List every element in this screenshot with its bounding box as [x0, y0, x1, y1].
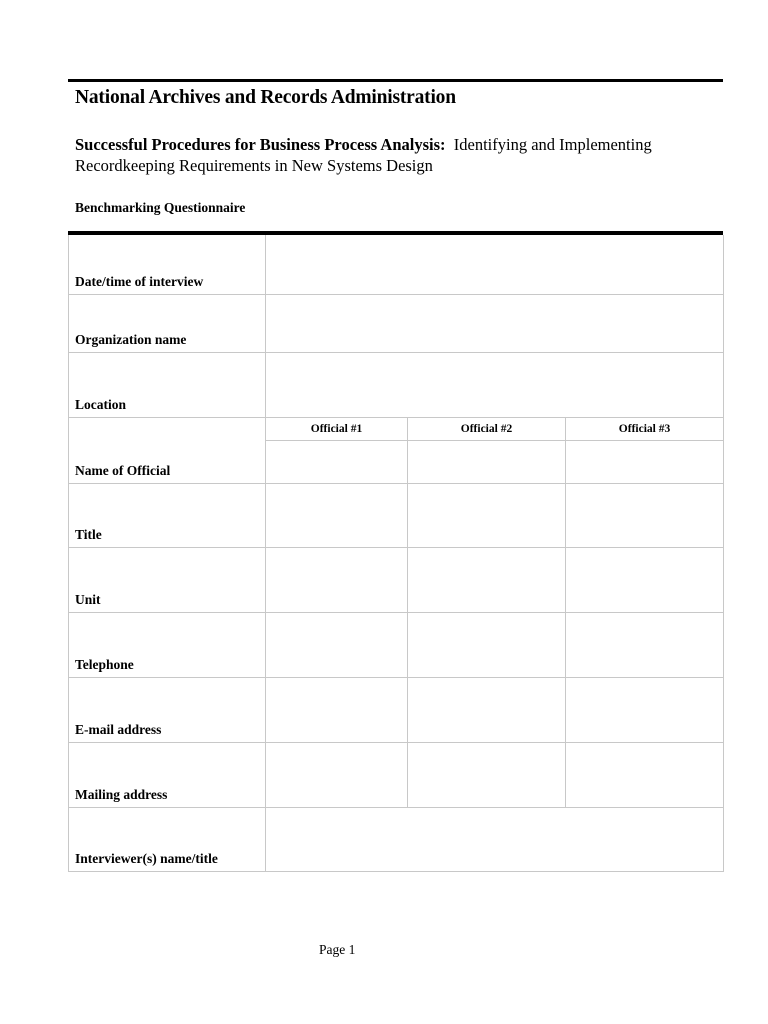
interviewer-label: Interviewer(s) name/title — [75, 850, 218, 866]
row-label-cell — [69, 807, 266, 871]
official-1-email-field[interactable] — [266, 677, 408, 742]
subtitle-bold-text: Successful Procedures for Business Process Analysis: — [75, 135, 446, 154]
form-row-telephone — [69, 612, 724, 677]
row-label-cell — [69, 483, 266, 547]
document-subtitle — [75, 134, 715, 176]
row-label-cell — [69, 294, 266, 352]
official-3-header: Official #3 — [566, 417, 724, 440]
official-2-header: Official #2 — [408, 417, 566, 440]
official-3-title-field[interactable] — [566, 483, 724, 547]
official-1-title-field[interactable] — [266, 483, 408, 547]
official-1-mailing-address-field[interactable] — [266, 742, 408, 807]
official-1-name-field[interactable] — [266, 440, 408, 483]
row-label-cell — [69, 677, 266, 742]
header-top-rule — [68, 79, 723, 82]
official-2-title-field[interactable] — [408, 483, 566, 547]
name-of-official-label: Name of Official — [75, 462, 171, 478]
row-label-cell — [69, 235, 266, 294]
official-2-mailing-address-field[interactable] — [408, 742, 566, 807]
telephone-label: Telephone — [75, 656, 134, 672]
form-row-date-time — [69, 235, 724, 294]
official-2-telephone-field[interactable] — [408, 612, 566, 677]
official-3-unit-field[interactable] — [566, 547, 724, 612]
location-field[interactable] — [266, 352, 724, 417]
official-2-email-field[interactable] — [408, 677, 566, 742]
official-1-unit-field[interactable] — [266, 547, 408, 612]
form-row-unit — [69, 547, 724, 612]
row-label-cell — [69, 352, 266, 417]
official-2-name-field[interactable] — [408, 440, 566, 483]
form-row-organization — [69, 294, 724, 352]
organization-name-label: Organization name — [75, 331, 187, 347]
form-row-title — [69, 483, 724, 547]
title-label: Title — [75, 526, 102, 542]
subtitle-rest-text: Identifying and Implementing Recordkeeping Requirements in New Systems Design — [75, 135, 652, 175]
official-3-email-field[interactable] — [566, 677, 724, 742]
official-1-header: Official #1 — [266, 417, 408, 440]
date-time-label: Date/time of interview — [75, 273, 204, 289]
row-label-cell — [69, 742, 266, 807]
official-1-telephone-field[interactable] — [266, 612, 408, 677]
date-time-field[interactable] — [266, 235, 724, 294]
row-label-cell — [69, 612, 266, 677]
section-title: Benchmarking Questionnaire — [75, 200, 246, 215]
row-label-cell — [69, 547, 266, 612]
interviewer-field[interactable] — [266, 807, 724, 871]
organization-name-field[interactable] — [266, 294, 724, 352]
form-row-email — [69, 677, 724, 742]
row-label-cell — [69, 417, 266, 483]
form-row-mailing-address — [69, 742, 724, 807]
official-3-telephone-field[interactable] — [566, 612, 724, 677]
mailing-address-label: Mailing address — [75, 786, 168, 802]
official-2-unit-field[interactable] — [408, 547, 566, 612]
location-label: Location — [75, 396, 127, 412]
unit-label: Unit — [75, 591, 101, 607]
email-label: E-mail address — [75, 721, 162, 737]
form-row-interviewer — [69, 807, 724, 871]
official-3-mailing-address-field[interactable] — [566, 742, 724, 807]
official-3-name-field[interactable] — [566, 440, 724, 483]
form-row-location — [69, 352, 724, 417]
organization-title: National Archives and Records Administration — [75, 87, 456, 108]
form-row-officials-header — [69, 417, 724, 440]
page-number: Page 1 — [319, 942, 356, 957]
questionnaire-form-table — [68, 235, 724, 872]
